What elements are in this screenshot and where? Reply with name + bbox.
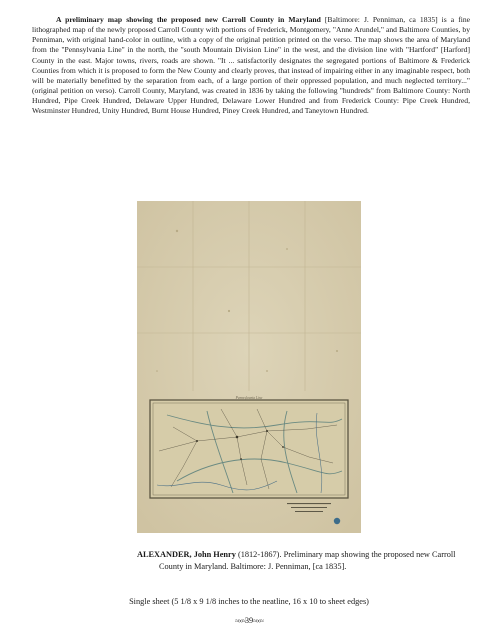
map-photograph — [137, 201, 361, 533]
intro-lead-title: A preliminary map showing the proposed new Carroll County in Maryland — [56, 15, 321, 24]
caption-author: ALEXANDER, John Henry — [137, 550, 236, 559]
sheet-dimensions-note: Single sheet (5 1/8 x 9 1/8 inches to the neatline, 16 x 10 to sheet edges) — [129, 597, 369, 606]
folio-ornament-left: ≈∞≈ — [235, 617, 245, 625]
intro-body-text: [Baltimore: J. Penniman, ca 1835] is a fine lithographed map of the newly proposed Carroll County with portions of Frederick, Montgomery, "Anne Arundel," and Baltimore Counties, by Penniman, with original hand-color in outline, with a copy of the original petition printed on the verso. The map shows the area of Maryland from the "Pennsylvania Line" in the north, the "south Mountain Division Line" in the west, and the division line with "Hartford" [Harford] County in the east. Major towns, rivers, roads are shown. "It ... satisfactorily designates the segregated portions of Baltimore & Frederick Counties from which it is proposed to form the New County and clearly proves, that instead of impairing either in any imaginable respect, both will be materially benefitted by the separation from each, of a large portion of their oppressed population, and much neglected territory..." (original petition on verso). Carroll County, Maryland, was created in 1836 by taking the following "hundreds" from Baltimore County: North Hundred, Pipe Creek Hundred, Delaware Upper Hundred, Delaware Lower Hundred and from Frederick County: Pipe Creek Hundred, Westminster Hundred, Unity Hundred, Burnt House Hundred, Piney Creek Hundred, and Taneytown Hundred. — [32, 15, 470, 116]
caption-title-line1: (1812-1867). Preliminary map showing the proposed new Carroll — [235, 550, 456, 559]
caption-title-line2: County in Maryland. Baltimore: J. Penniman, [ca 1835]. — [159, 562, 347, 571]
page-folio — [0, 616, 498, 625]
page-number: 39 — [244, 616, 254, 625]
intro-paragraph — [32, 15, 470, 117]
library-stamp — [334, 518, 340, 524]
folio-ornament-right: ≈∞≈ — [253, 617, 263, 625]
item-caption — [137, 549, 467, 573]
map-top-line-label: Pennsylvania Line — [235, 396, 263, 400]
